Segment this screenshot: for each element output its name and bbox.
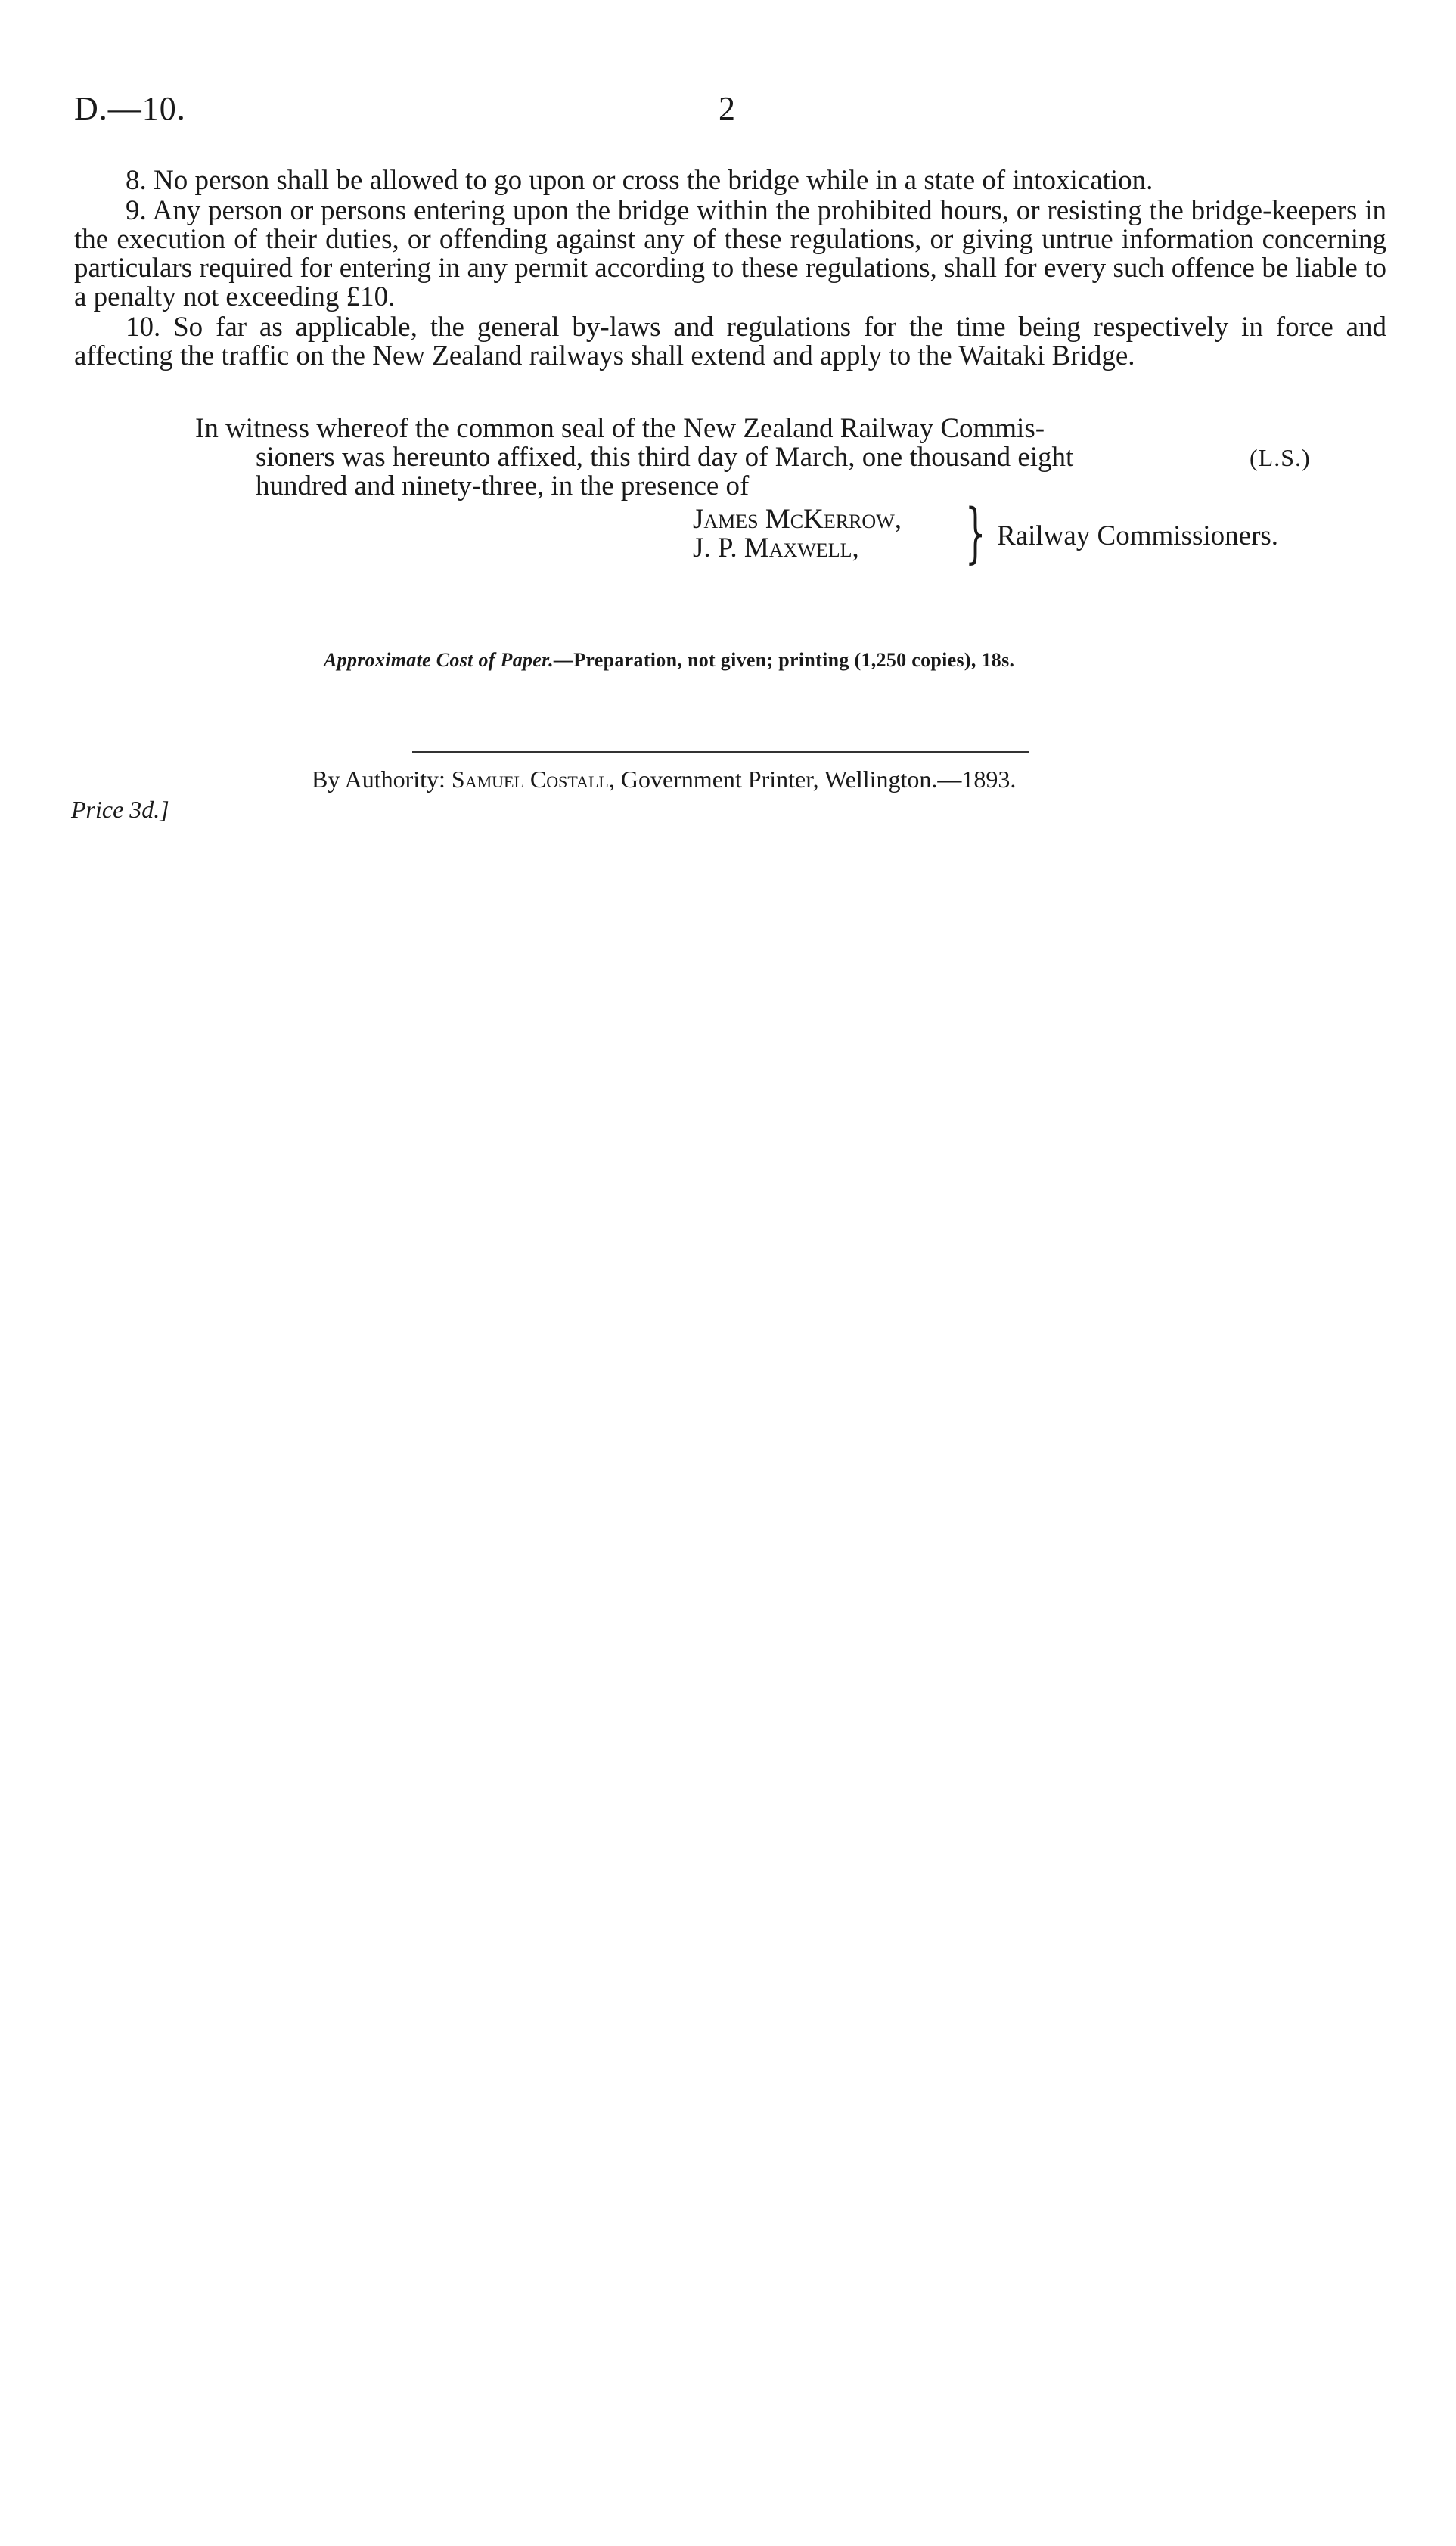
regulation-paragraph-9: 9. Any person or persons entering upon the bridge within the prohibited hours, or resisting the bridge-keepers in the execution of their duties, or offending against any of these regulations, or giving untrue information concerning particulars required for entering in any permit according to these regulations, shall for every such offence be liable to a penalty not exceeding £10. [74, 195, 1386, 312]
witness-line-3: hundred and ninety-three, in the presence of [256, 470, 750, 501]
brace-glyph: } [965, 495, 986, 571]
signatory-1: James McKerrow, [693, 504, 902, 535]
printer-imprint [312, 765, 1016, 793]
page-header [74, 89, 1360, 135]
page-number: 2 [719, 90, 735, 127]
regulation-paragraph-10: 10. So far as applicable, the general by-laws and regulations for the time being respectively in force and affecting the traffic on the New Zealand railways shall extend and apply to the Waitaki Bridge. [74, 312, 1386, 371]
signatory-2: J. P. Maxwell, [693, 532, 859, 564]
witness-line-1: In witness whereof the common seal of the New Zealand Railway Commis- [195, 413, 1045, 444]
witness-clause [74, 415, 1386, 501]
signatory-names [693, 505, 902, 563]
cost-of-paper-note [324, 649, 1014, 672]
cost-label: Approximate Cost of Paper. [324, 649, 554, 671]
imprint-prefix: By Authority: [312, 765, 452, 793]
printer-name: Samuel Costall [451, 765, 609, 793]
witness-line-2: sioners was hereunto affixed, this third day of March, one thousand eight [256, 442, 1074, 473]
price-label: Price 3d.] [71, 796, 169, 823]
seal-mark: (L.S.) [1250, 444, 1311, 471]
cost-text: —Preparation, not given; printing (1,250 copies), 18s. [553, 649, 1015, 671]
signatory-title: Railway Commissioners. [997, 520, 1279, 551]
signature-block [693, 495, 1374, 581]
document-reference: D.—10. [74, 90, 186, 127]
divider-rule [412, 751, 1029, 753]
regulations-body [74, 166, 1386, 371]
regulation-paragraph-8: 8. No person shall be allowed to go upon or cross the bridge while in a state of intoxication. [126, 165, 1153, 196]
imprint-suffix: , Government Printer, Wellington.—1893. [608, 765, 1017, 793]
